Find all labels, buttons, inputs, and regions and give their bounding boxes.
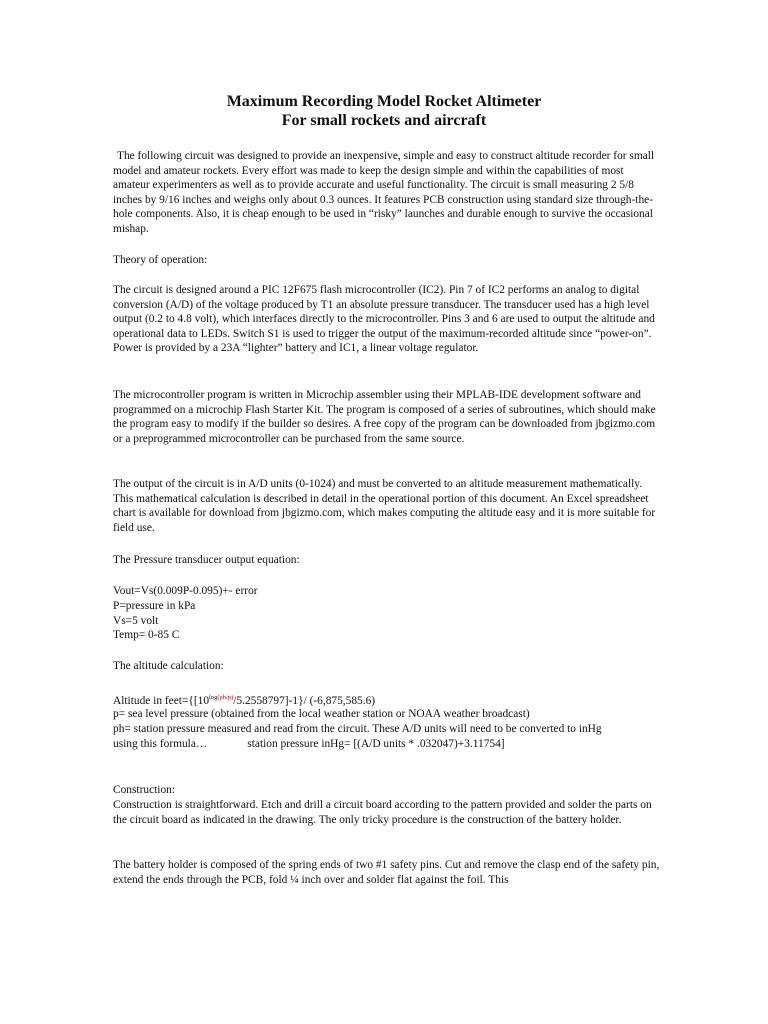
theory-heading: Theory of operation: <box>113 254 208 266</box>
document-subtitle: For small rockets and aircraft <box>281 112 487 129</box>
document-title: Maximum Recording Model Rocket Altimeter <box>226 93 542 110</box>
altitude-heading: The altitude calculation: <box>113 660 224 672</box>
construction-paragraph-1: Construction is straightforward. Etch and drill a circuit board according to the pattern provided and solder the parts on the circuit board as indicated in the drawing. The only tricky procedure is the construction of the battery holder. <box>113 799 652 826</box>
altitude-equation <box>113 691 375 709</box>
altitude-equation-log: log <box>209 694 218 701</box>
equation-vout: Vout=Vs(0.009P-0.095)+- error <box>113 585 258 597</box>
conversion-formula-line <box>113 737 505 752</box>
altitude-equation-ratio: (ph/p) <box>217 694 234 701</box>
construction-paragraph-2: The battery holder is composed of the spring ends of two #1 safety pins. Cut and remove the clasp end of the safety pin, extend the ends through the PCB, fold ¼ inch over and solder flat against the foil. This <box>113 859 660 886</box>
equation-p: P=pressure in kPa <box>113 600 196 612</box>
conversion-formula: station pressure inHg= [(A/D units * .032047)+3.11754] <box>247 738 505 750</box>
theory-paragraph-2: The microcontroller program is written in Microchip assembler using their MPLAB-IDE development software and programmed on a microchip Flash Starter Kit. The program is composed of a series of subroutines, which should make the program easy to modify if the builder so desires. A free copy of the program can be downloaded from jbgizmo.com or a preprogrammed microcontroller can be purchased from the same source. <box>113 389 656 445</box>
definition-ph: ph= station pressure measured and read from the circuit. These A/D units will need to be converted to inHg <box>113 723 602 735</box>
altitude-equation-rest: /5.2558797]-1}/ (-6,875,585.6) <box>233 695 376 707</box>
theory-paragraph-1: The circuit is designed around a PIC 12F675 flash microcontroller (IC2). Pin 7 of IC2 performs an analog to digital conversion (A/D) of the voltage produced by T1 an absolute pressure transducer. The transducer used has a high level output (0.2 to 4.8 volt), which interfaces directly to the microcontroller. Pins 3 and 6 are used to output the altitude and operational data to LEDs. Switch S1 is used to trigger the output of the maximum-recorded altitude since “power-on”. Power is provided by a 23A “lighter” battery and IC1, a linear voltage regulator. <box>113 284 655 355</box>
altitude-equation-base: Altitude in feet={[10 <box>113 695 210 707</box>
formula-lead: using this formula… <box>113 738 208 750</box>
equation-temp: Temp= 0-85 C <box>113 629 180 641</box>
intro-paragraph: The following circuit was designed to provide an inexpensive, simple and easy to construct altitude recorder for small model and amateur rockets. Every effort was made to keep the design simple and within the capabilities of most amateur experimenters as well as to provide accurate and useful functionality. The circuit is small measuring 2 5/8 inches by 9/16 inches and weighs only about 0.3 ounces. It features PCB construction using standard size through-the-hole components. Also, it is cheap enough to be used in “risky” launches and durable enough to survive the occasional mishap. <box>113 150 655 235</box>
equation-vs: Vs=5 volt <box>113 615 159 627</box>
pressure-equation-heading: The Pressure transducer output equation: <box>113 554 300 566</box>
theory-paragraph-3: The output of the circuit is in A/D units (0-1024) and must be converted to an altitude measurement mathematically. This mathematical calculation is described in detail in the operational portion of this document. An Excel spreadsheet chart is available for download from jbgizmo.com, which makes computing the altitude easy and it is more suitable for field use. <box>113 478 656 534</box>
definition-p: p= sea level pressure (obtained from the local weather station or NOAA weather broadcast) <box>113 708 530 720</box>
construction-heading: Construction: <box>113 784 176 796</box>
